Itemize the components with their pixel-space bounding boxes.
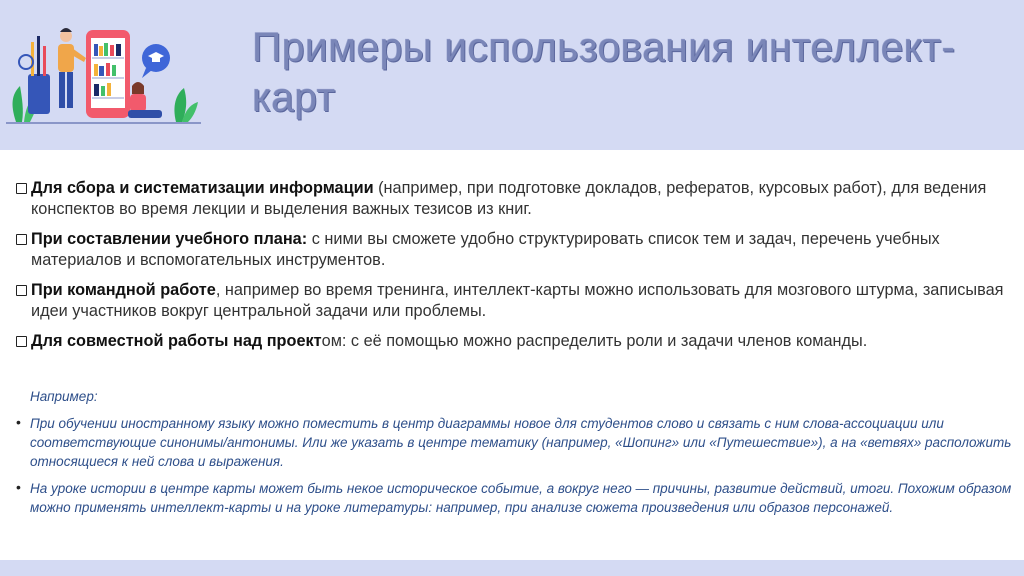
bullet-dot-icon: • — [16, 414, 21, 430]
example-item — [16, 479, 1016, 517]
person-icon — [58, 28, 86, 108]
checkbox-bullet-icon — [16, 285, 27, 296]
chat-bubble-graduation-icon — [142, 44, 170, 78]
bullet-bold: При составлении учебного плана: — [31, 230, 308, 248]
example-heading: Например: — [30, 389, 98, 404]
bullet-bold: Для совместной работы над проект — [31, 332, 322, 350]
bullet-text: с ними вы сможете удобно структурировать список тем и задач, перечень учебных материалов и вспомогательных инструментов. — [31, 230, 940, 269]
pencil-cup-icon — [19, 36, 50, 114]
example-list — [16, 414, 1016, 525]
phone-bookshelf-icon — [86, 30, 130, 118]
bullet-text: (например, при подготовке докладов, рефератов, курсовых работ), для ведения конспектов во время лекции и выделения важных тезисов из книг. — [31, 179, 987, 218]
example-text: При обучении иностранному языку можно поместить в центр диаграммы новое для студентов слово и связать с ним слова-ассоциации или соответствующие синонимы/антонимы. Или же указать в центре тематику (например, «Шопинг» или «Путешествие»), а на «ветвях» расположить относящиеся к ней слова и выражения. — [30, 416, 1012, 469]
list-item — [16, 229, 1016, 271]
bullet-list — [16, 178, 1016, 361]
bullet-bold: Для сбора и систематизации информации — [31, 179, 374, 197]
example-text: На уроке истории в центре карты может быть некое историческое событие, а вокруг него — причины, развитие действий, итоги. Похожим образом можно применять интеллект-карты и на уроке литературы: например, при анализе сюжета произведения или образов персонажей. — [30, 481, 1012, 515]
checkbox-bullet-icon — [16, 234, 27, 245]
example-item — [16, 414, 1016, 471]
reading-person-icon — [128, 82, 162, 118]
list-item — [16, 331, 1016, 352]
checkbox-bullet-icon — [16, 183, 27, 194]
page-title: Примеры использования интеллект-карт — [252, 24, 956, 120]
list-item — [16, 280, 1016, 322]
list-item — [16, 178, 1016, 220]
checkbox-bullet-icon — [16, 336, 27, 347]
footer-band — [0, 560, 1024, 576]
bullet-text: ом: с её помощью можно распределить роли и задачи членов команды. — [321, 332, 868, 350]
bullet-bold: При командной работе — [31, 281, 216, 299]
plant-icon — [174, 88, 198, 122]
education-illustration — [6, 14, 201, 126]
bullet-dot-icon: • — [16, 479, 21, 495]
bullet-text: , например во время тренинга, интеллект-карты можно использовать для мозгового штурма, записывая идеи участников вокруг центральной задачи или проблемы. — [31, 281, 1004, 320]
